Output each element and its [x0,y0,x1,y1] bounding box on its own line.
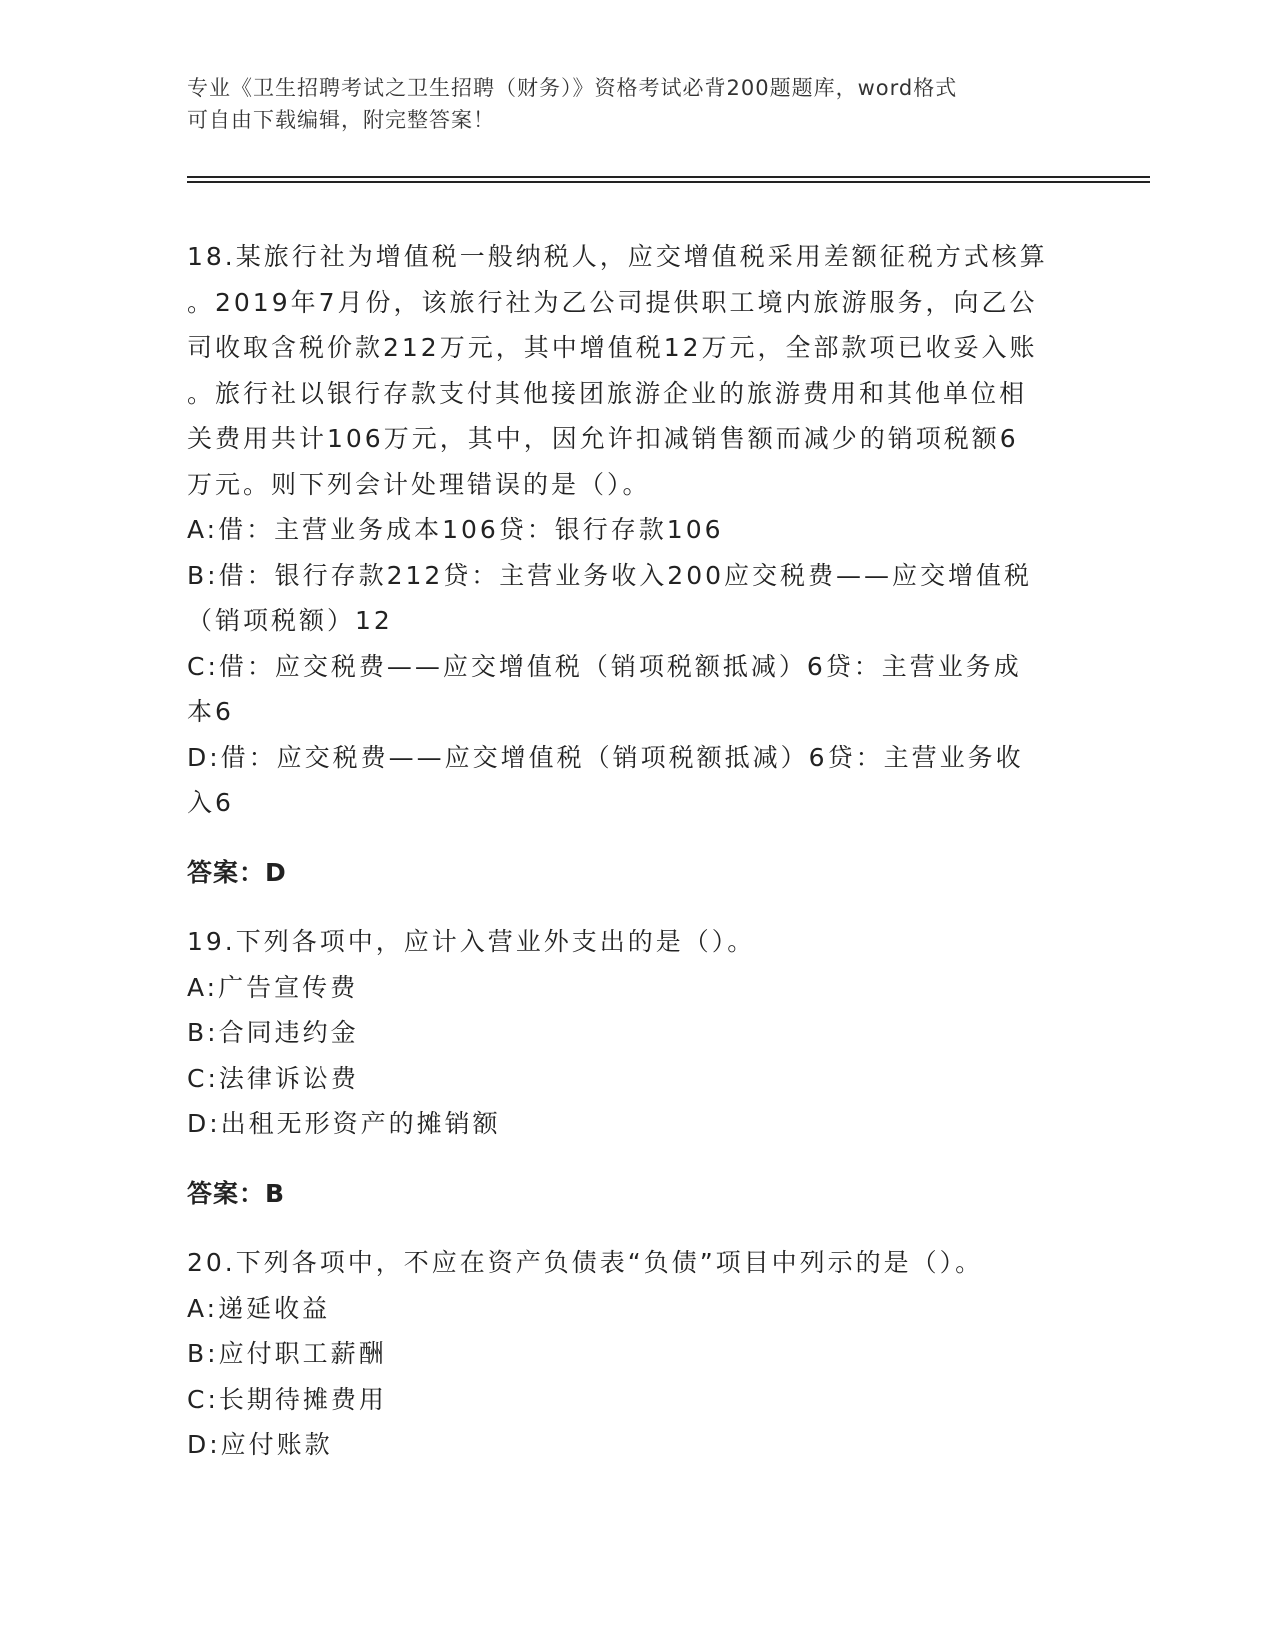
option-d: D:出租无形资产的摊销额 [187,1109,501,1138]
question-stem-line: 。2019年7月份，该旅行社为乙公司提供职工境内旅游服务，向乙公 [187,287,1038,317]
question-stem-line: 司收取含税价款212万元，其中增值税12万元，全部款项已收妥入账 [187,333,1038,362]
option-c-continued: 本6 [187,697,234,726]
option-a: A:借：主营业务成本106贷：银行存款106 [187,515,724,544]
answer-label: 答案： [187,1178,266,1208]
question-19 [187,919,1087,1147]
option-a: A:广告宣传费 [187,972,359,1002]
header-line-2: 可自由下载编辑，附完整答案！ [187,108,495,132]
question-stem-line: 19.下列各项中，应计入营业外支出的是（）。 [187,927,756,956]
option-c: C:长期待摊费用 [187,1384,387,1414]
question-stem-line: 。旅行社以银行存款支付其他接团旅游企业的旅游费用和其他单位相 [187,378,1028,408]
option-a: A:递延收益 [187,1293,331,1323]
header-line-1: 专业《卫生招聘考试之卫生招聘（财务）》资格考试必背200题题库，word格式 [187,76,958,100]
answer-value: B [265,1178,286,1208]
header-divider-top [187,176,1150,178]
question-stem-line: 关费用共计106万元，其中，因允许扣减销售额而减少的销项税额6 [187,424,1019,453]
option-b-continued: （销项税额）12 [187,606,393,635]
question-list [187,234,1087,1492]
question-stem-line: 18.某旅行社为增值税一般纳税人，应交增值税采用差额征税方式核算 [187,242,1048,271]
answer-value: D [265,857,287,887]
question-18 [187,234,1087,826]
answer-19 [187,1171,1087,1217]
option-b: B:合同违约金 [187,1018,359,1047]
answer-label: 答案： [187,857,266,887]
option-c: C:法律诉讼费 [187,1063,359,1093]
option-c: C:借：应交税费——应交增值税（销项税额抵减）6贷：主营业务成 [187,651,1022,681]
question-20 [187,1240,1087,1468]
option-d: D:应付账款 [187,1430,333,1459]
option-b: B:应付职工薪酬 [187,1339,387,1368]
answer-18 [187,850,1087,896]
header-divider-bottom [187,181,1150,183]
question-stem-line: 20.下列各项中，不应在资产负债表“负债”项目中列示的是（）。 [187,1248,984,1277]
document-header [187,72,1087,136]
option-b: B:借：银行存款212贷：主营业务收入200应交税费——应交增值税 [187,560,1033,590]
option-d-continued: 入6 [187,788,234,817]
option-d: D:借：应交税费——应交增值税（销项税额抵减）6贷：主营业务收 [187,742,1024,772]
question-stem-line: 万元。则下列会计处理错误的是（）。 [187,469,651,499]
